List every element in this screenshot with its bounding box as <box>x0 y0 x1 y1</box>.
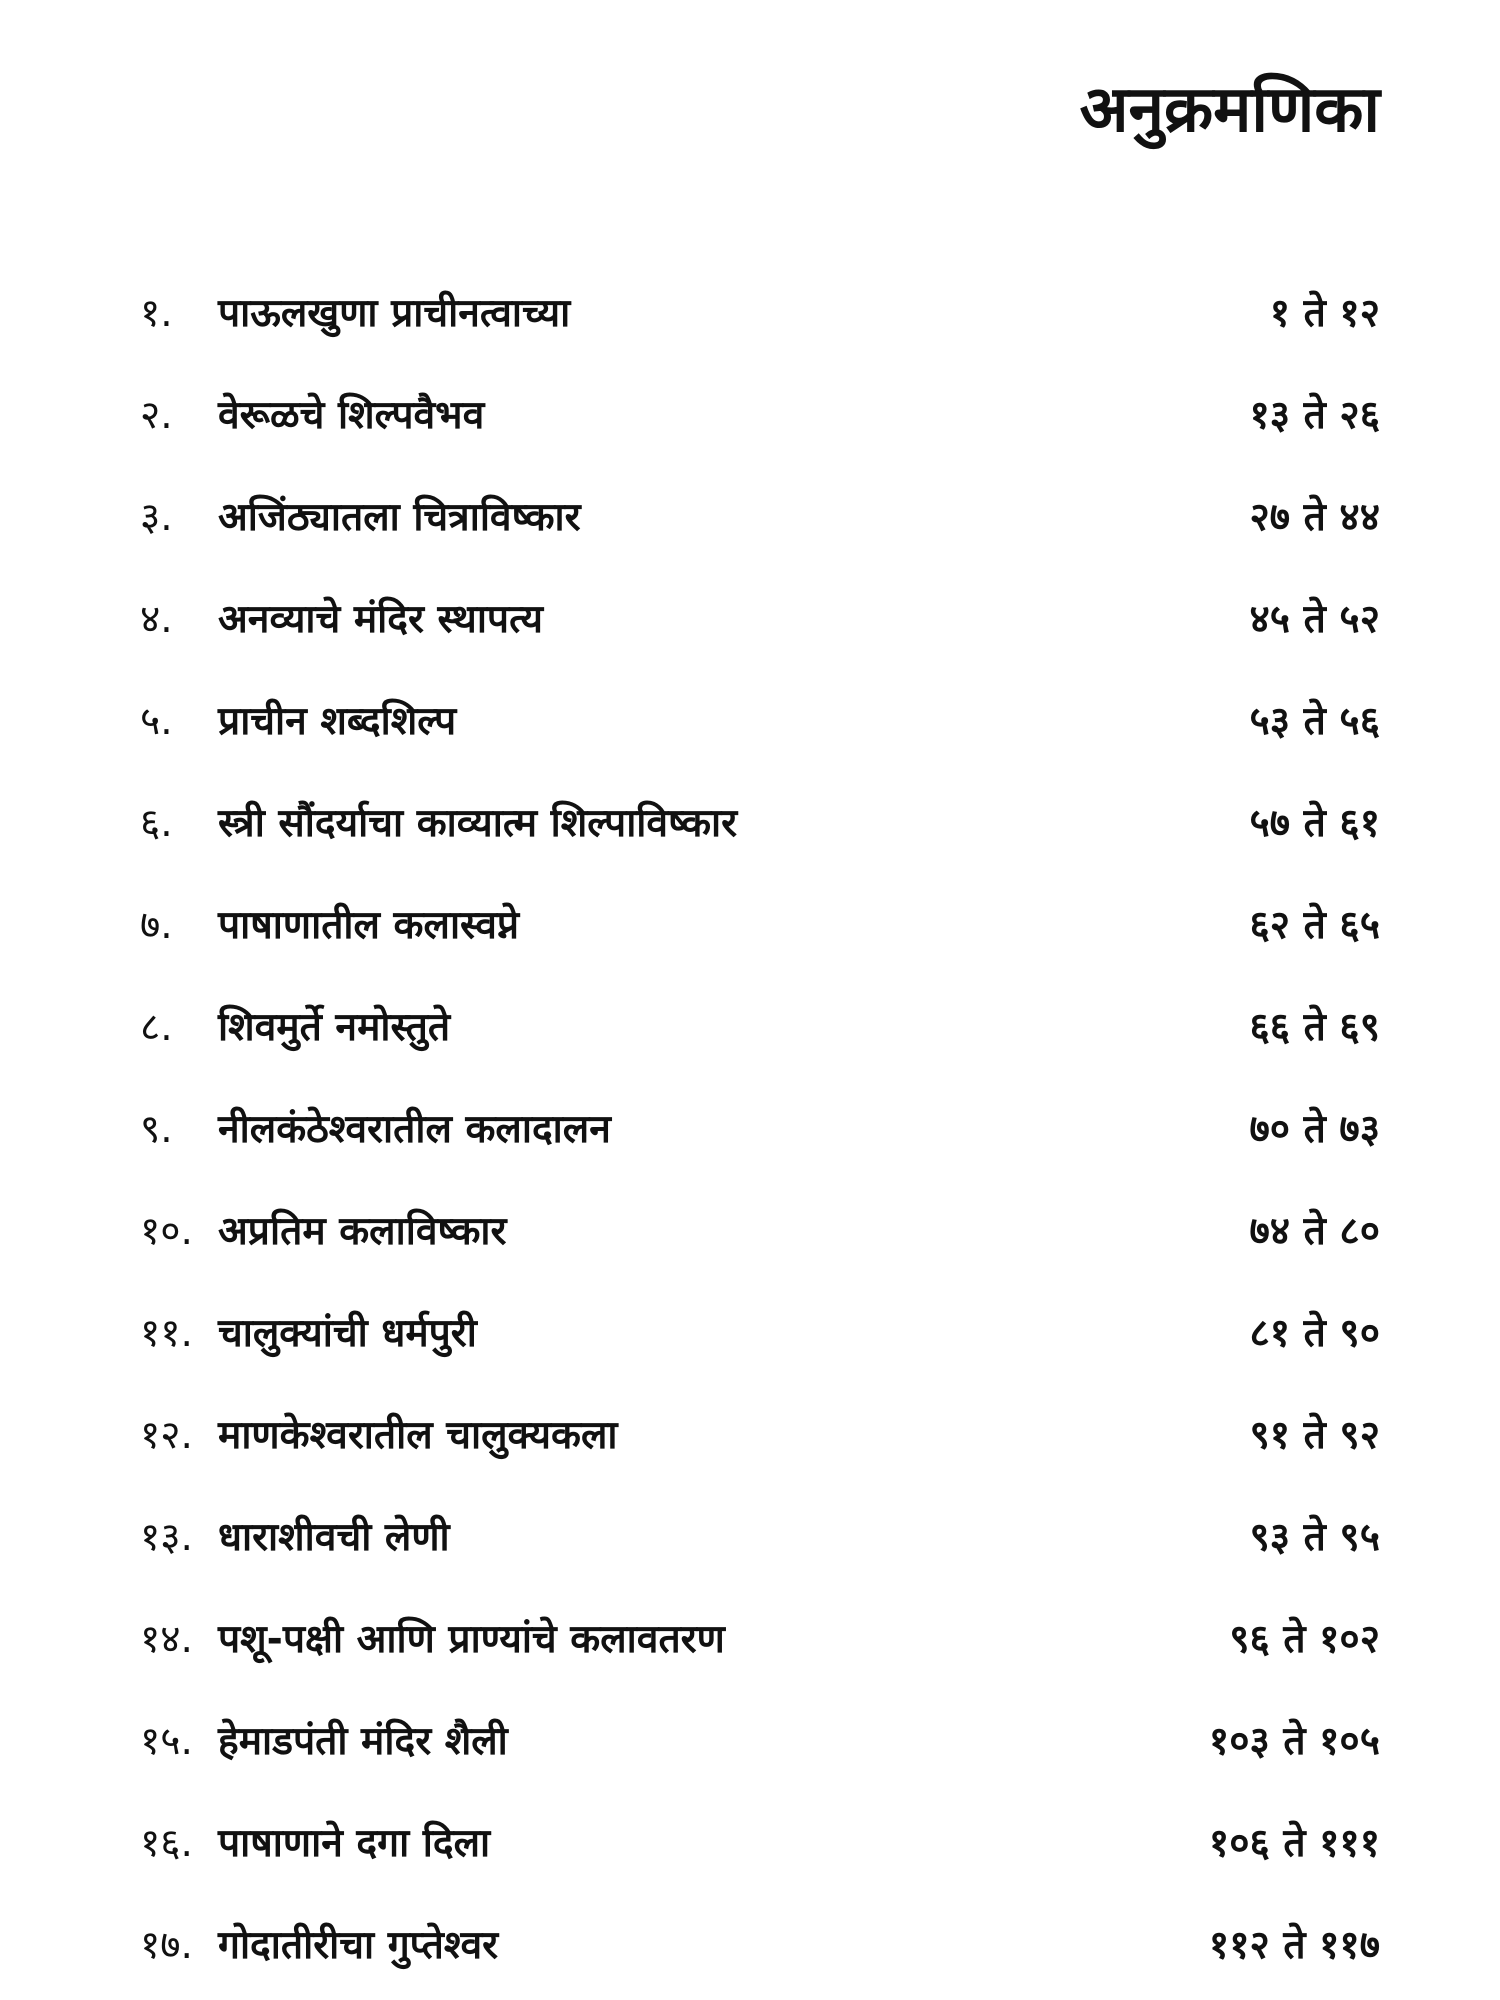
toc-entry-number: ३. <box>140 494 173 540</box>
toc-entry-title: स्त्री सौंदर्याचा काव्यात्म शिल्पाविष्कार <box>218 800 738 846</box>
toc-entry-number: १७. <box>140 1922 193 1968</box>
toc-entry-number: १४. <box>140 1616 193 1662</box>
toc-entry-title: गोदातीरीचा गुप्तेश्वर <box>218 1922 499 1968</box>
toc-entry-number: ४. <box>140 596 173 642</box>
toc-entry <box>140 1486 1380 1588</box>
toc-entry-pages: ९६ ते १०२ <box>1229 1616 1380 1662</box>
toc-entry-pages: ११२ ते ११७ <box>1208 1922 1380 1968</box>
page-title: अनुक्रमणिका <box>1079 73 1380 147</box>
toc-entry-title: नीलकंठेश्वरातील कलादालन <box>218 1106 611 1152</box>
toc-entry-number: ५. <box>140 698 173 744</box>
toc-entry-pages: ५७ ते ६१ <box>1249 800 1380 846</box>
toc-entry-title: हेमाडपंती मंदिर शैली <box>218 1718 508 1764</box>
toc-entry-title: वेरूळचे शिल्पवैभव <box>218 392 485 438</box>
toc-entry-pages: ६२ ते ६५ <box>1249 902 1380 948</box>
toc-entry-number: १२. <box>140 1412 193 1458</box>
toc-entry <box>140 568 1380 670</box>
toc-entry-left <box>140 902 520 948</box>
toc-entry-title: प्राचीन शब्दशिल्प <box>218 698 457 744</box>
toc-entry-title: चालुक्यांची धर्मपुरी <box>218 1310 477 1356</box>
toc-entry-number: २. <box>140 392 173 438</box>
toc-entry <box>140 466 1380 568</box>
toc-entry-left <box>140 698 457 744</box>
toc-entry <box>140 1690 1380 1792</box>
toc-entry-left <box>140 1514 450 1560</box>
toc-entry <box>140 670 1380 772</box>
toc-entry-number: १५. <box>140 1718 193 1764</box>
toc-entry <box>140 1282 1380 1384</box>
toc-entry-left <box>140 800 738 846</box>
toc-entry-left <box>140 290 571 336</box>
toc-entry-pages: ८१ ते ९० <box>1249 1310 1380 1356</box>
toc-entry <box>140 1384 1380 1486</box>
toc-entry-pages: २७ ते ४४ <box>1249 494 1380 540</box>
toc-entry-number: १. <box>140 290 173 336</box>
toc-entry-left <box>140 1820 491 1866</box>
toc-entry-number: ७. <box>140 902 173 948</box>
toc-entry-left <box>140 1718 508 1764</box>
toc-entry-number: १६. <box>140 1820 193 1866</box>
toc-entry-title: माणकेश्वरातील चालुक्यकला <box>218 1412 618 1458</box>
toc-entry <box>140 1180 1380 1282</box>
toc-entry-pages: ५३ ते ५६ <box>1249 698 1380 744</box>
toc-entry-title: पाषाणाने दगा दिला <box>218 1820 491 1866</box>
toc-entry <box>140 976 1380 1078</box>
toc-entry-pages: ७४ ते ८० <box>1249 1208 1380 1254</box>
toc-entry-title: अजिंठ्यातला चित्राविष्कार <box>218 494 581 540</box>
toc-entry-pages: ९३ ते ९५ <box>1249 1514 1380 1560</box>
toc-entry-number: १३. <box>140 1514 193 1560</box>
toc-entry-pages: ४५ ते ५२ <box>1249 596 1380 642</box>
toc-entry-pages: ९१ ते ९२ <box>1249 1412 1380 1458</box>
toc-entry-title: पाऊलखुणा प्राचीनत्वाच्या <box>218 290 571 336</box>
table-of-contents <box>140 262 1380 1996</box>
toc-entry-pages: १ ते १२ <box>1269 290 1380 336</box>
toc-entry-number: ११. <box>140 1310 193 1356</box>
toc-entry-number: ९. <box>140 1106 173 1152</box>
toc-entry <box>140 874 1380 976</box>
toc-entry-title: पाषाणातील कलास्वप्ने <box>218 902 520 948</box>
toc-entry-left <box>140 1106 611 1152</box>
toc-entry <box>140 1894 1380 1996</box>
toc-entry-left <box>140 494 581 540</box>
toc-entry-pages: ६६ ते ६९ <box>1249 1004 1380 1050</box>
toc-entry-pages: १०३ ते १०५ <box>1208 1718 1380 1764</box>
toc-entry <box>140 364 1380 466</box>
toc-entry-left <box>140 1208 507 1254</box>
toc-entry-title: अनव्याचे मंदिर स्थापत्य <box>218 596 543 642</box>
toc-entry-number: १०. <box>140 1208 193 1254</box>
toc-entry-left <box>140 1004 451 1050</box>
toc-entry-title: शिवमुर्ते नमोस्तुते <box>218 1004 451 1050</box>
toc-entry-pages: १३ ते २६ <box>1249 392 1380 438</box>
toc-entry <box>140 262 1380 364</box>
toc-entry-left <box>140 1616 725 1662</box>
toc-entry-left <box>140 1412 618 1458</box>
toc-entry-title: अप्रतिम कलाविष्कार <box>218 1208 507 1254</box>
toc-entry-pages: १०६ ते १११ <box>1208 1820 1380 1866</box>
toc-entry-pages: ७० ते ७३ <box>1249 1106 1380 1152</box>
toc-entry-number: ६. <box>140 800 173 846</box>
toc-entry-title: धाराशीवची लेणी <box>218 1514 450 1560</box>
toc-entry-left <box>140 392 485 438</box>
toc-entry <box>140 1078 1380 1180</box>
toc-entry-left <box>140 596 543 642</box>
toc-entry <box>140 1792 1380 1894</box>
toc-entry-number: ८. <box>140 1004 173 1050</box>
toc-entry <box>140 1588 1380 1690</box>
toc-entry <box>140 772 1380 874</box>
toc-entry-left <box>140 1310 477 1356</box>
toc-entry-title: पशू-पक्षी आणि प्राण्यांचे कलावतरण <box>218 1616 725 1662</box>
toc-entry-left <box>140 1922 499 1968</box>
